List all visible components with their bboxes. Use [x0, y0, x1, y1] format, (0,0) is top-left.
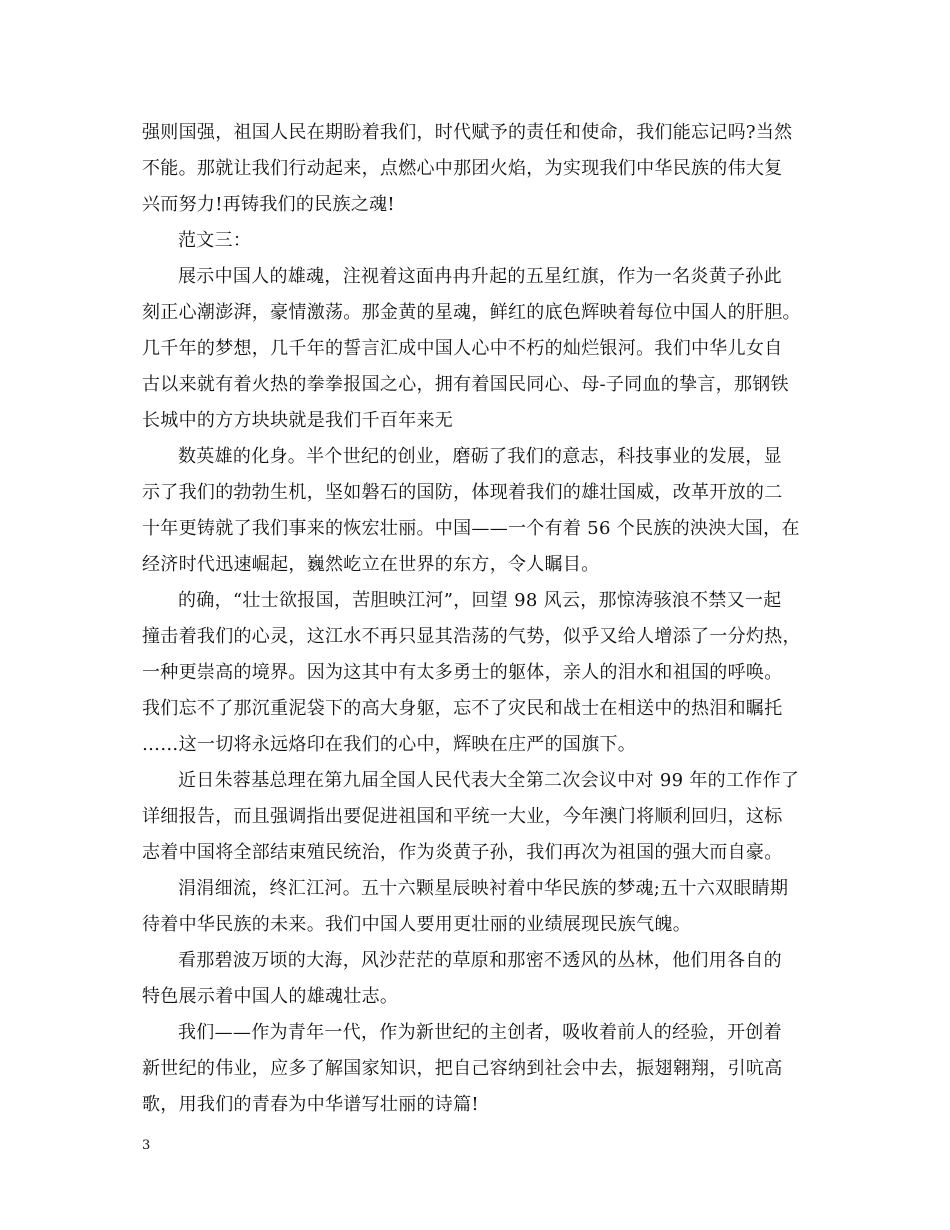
text-line: 不能。那就让我们行动起来，点燃心中那团火焰，为实现我们中华民族的伟大复 — [142, 158, 783, 179]
text-line: ……这一切将永远烙印在我们的心中，辉映在庄严的国旗下。 — [142, 734, 637, 755]
text-line: 长城中的方方块块就是我们千百年来无 — [142, 410, 454, 431]
text-line: 我们忘不了那沉重泥袋下的高大身躯，忘不了灾民和战士在相送中的热泪和瞩托 — [142, 698, 783, 719]
text-line: 示了我们的勃勃生机，坚如磐石的国防，体现着我们的雄壮国威，改革开放的二 — [142, 482, 783, 503]
section-heading: 范文三： — [178, 230, 252, 251]
text-line: 我们——作为青年一代，作为新世纪的主创者，吸收着前人的经验，开创着 — [178, 1022, 782, 1043]
text-line: 强则国强，祖国人民在期盼着我们，时代赋予的责任和使命，我们能忘记吗?当然 — [142, 122, 793, 143]
text-line: 兴而努力!再铸我们的民族之魂! — [142, 194, 395, 215]
text-line: 涓涓细流，终汇江河。五十六颗星辰映衬着中华民族的梦魂;五十六双眼睛期 — [178, 878, 789, 899]
page-number: 3 — [142, 1138, 151, 1153]
text-line: 近日朱蓉基总理在第九届全国人民代表大全第二次会议中对 99 年的工作作了 — [178, 770, 800, 791]
text-line: 几千年的梦想，几千年的誓言汇成中国人心中不朽的灿烂银河。我们中华儿女自 — [142, 338, 783, 359]
text-line: 十年更铸就了我们事来的恢宏壮丽。中国——一个有着 56 个民族的泱泱大国，在 — [142, 518, 800, 539]
text-line: 详细报告，而且强调指出要促进祖国和平统一大业，今年澳门将顺利回归，这标 — [142, 806, 783, 827]
text-line: 数英雄的化身。半个世纪的创业，磨砺了我们的意志，科技事业的发展，显 — [178, 446, 782, 467]
text-line: 特色展示着中国人的雄魂壮志。 — [142, 986, 399, 1007]
text-line: 歌，用我们的青春为中华谱写壮丽的诗篇! — [142, 1094, 479, 1115]
text-line: 新世纪的伟业，应多了解国家知识，把自己容纳到社会中去，振翅翱翔，引吭高 — [142, 1058, 783, 1079]
text-line: 看那碧波万顷的大海，风沙茫茫的草原和那密不透风的丛林，他们用各自的 — [178, 950, 782, 971]
text-line: 经济时代迅速崛起，巍然屹立在世界的东方，令人瞩目。 — [142, 554, 600, 575]
text-line: 展示中国人的雄魂，注视着这面冉冉升起的五星红旗，作为一名炎黄子孙此 — [178, 266, 782, 287]
text-line: 古以来就有着火热的拳拳报国之心，拥有着国民同心、母-子同血的挚言，那钢铁 — [142, 374, 789, 395]
text-line: 待着中华民族的未来。我们中国人要用更壮丽的业绩展现民族气魄。 — [142, 914, 691, 935]
text-line: 撞击着我们的心灵，这江水不再只显其浩荡的气势，似乎又给人增添了一分灼热， — [142, 626, 801, 647]
text-line: 志着中国将全部结束殖民统治，作为炎黄子孙，我们再次为祖国的强大而自豪。 — [142, 842, 783, 863]
text-line: 一种更崇高的境界。因为这其中有太多勇士的躯体，亲人的泪水和祖国的呼唤。 — [142, 662, 783, 683]
text-line: 刻正心潮澎湃，豪情激荡。那金黄的星魂，鲜红的底色辉映着每位中国人的肝胆。 — [142, 302, 801, 323]
text-line: 的确，“壮士欲报国，苦胆映江河”，回望 98 风云，那惊涛骇浪不禁又一起 — [178, 590, 782, 611]
